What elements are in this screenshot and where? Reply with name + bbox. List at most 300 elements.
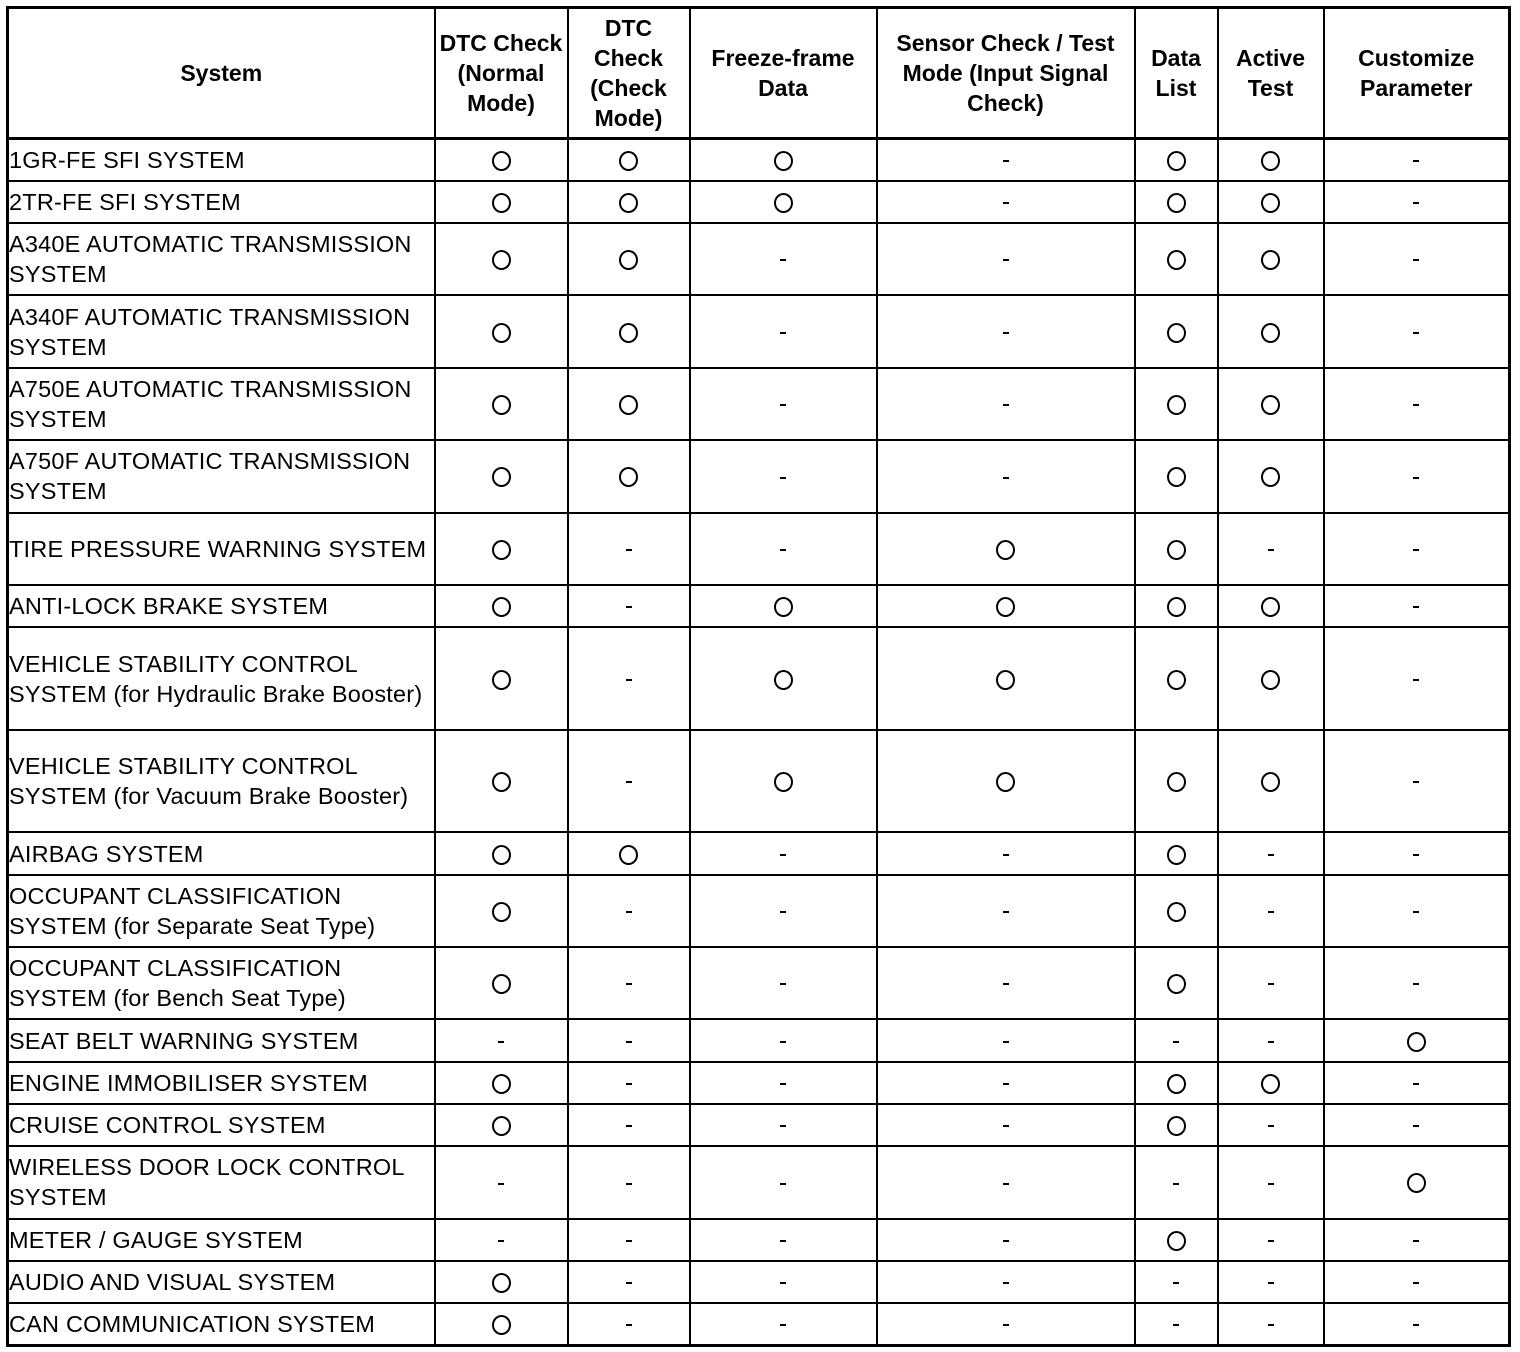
function-cell [435, 368, 568, 440]
function-cell [1324, 730, 1510, 833]
function-cell [435, 1261, 568, 1303]
function-cell [568, 585, 690, 627]
supported-circle-icon [492, 1273, 511, 1293]
not-supported-dash-icon [1268, 983, 1274, 985]
table-row [8, 1146, 1510, 1218]
system-name: WIRELESS DOOR LOCK CONTROL SYSTEM [8, 1146, 435, 1218]
supported-circle-icon [1261, 395, 1280, 415]
function-cell [690, 875, 877, 947]
not-supported-dash-icon [1413, 202, 1419, 204]
not-supported-dash-icon [1413, 1324, 1419, 1326]
not-supported-dash-icon [1413, 1083, 1419, 1085]
not-supported-dash-icon [1413, 911, 1419, 913]
function-cell [1218, 368, 1324, 440]
function-cell [568, 513, 690, 585]
function-cell [690, 1303, 877, 1345]
system-name: CAN COMMUNICATION SYSTEM [8, 1303, 435, 1345]
supported-circle-icon [619, 250, 638, 270]
supported-circle-icon [492, 772, 511, 792]
supported-circle-icon [492, 193, 511, 213]
supported-circle-icon [996, 597, 1015, 617]
not-supported-dash-icon [1003, 477, 1009, 479]
function-cell [690, 730, 877, 833]
supported-circle-icon [1167, 845, 1186, 865]
function-cell [1218, 181, 1324, 223]
not-supported-dash-icon [1003, 983, 1009, 985]
not-supported-dash-icon [780, 1125, 786, 1127]
not-supported-dash-icon [1268, 1240, 1274, 1242]
not-supported-dash-icon [1003, 259, 1009, 261]
supported-circle-icon [1167, 540, 1186, 560]
not-supported-dash-icon [1268, 1282, 1274, 1284]
function-cell [568, 181, 690, 223]
supported-circle-icon [1167, 772, 1186, 792]
header-active-test: Active Test [1218, 8, 1324, 139]
system-name: AUDIO AND VISUAL SYSTEM [8, 1261, 435, 1303]
supported-circle-icon [774, 151, 793, 171]
system-name: ANTI-LOCK BRAKE SYSTEM [8, 585, 435, 627]
not-supported-dash-icon [1003, 1125, 1009, 1127]
function-cell [1218, 1261, 1324, 1303]
function-cell [568, 627, 690, 730]
table-row [8, 730, 1510, 833]
not-supported-dash-icon [1268, 1125, 1274, 1127]
supported-circle-icon [996, 772, 1015, 792]
function-cell [690, 1146, 877, 1218]
header-customize-parameter: Customize Parameter [1324, 8, 1510, 139]
function-cell [568, 295, 690, 367]
not-supported-dash-icon [1268, 1041, 1274, 1043]
function-cell [1135, 1261, 1218, 1303]
function-cell [1218, 223, 1324, 295]
function-cell [1135, 1019, 1218, 1061]
function-cell [1324, 1062, 1510, 1104]
not-supported-dash-icon [780, 1083, 786, 1085]
system-name: AIRBAG SYSTEM [8, 832, 435, 874]
supported-circle-icon [1261, 250, 1280, 270]
system-name: A340E AUTOMATIC TRANSMISSION SYSTEM [8, 223, 435, 295]
not-supported-dash-icon [780, 1240, 786, 1242]
not-supported-dash-icon [1003, 404, 1009, 406]
function-cell [435, 730, 568, 833]
function-cell [1324, 1146, 1510, 1218]
supported-circle-icon [774, 772, 793, 792]
function-cell [568, 1104, 690, 1146]
not-supported-dash-icon [1003, 332, 1009, 334]
function-cell [1324, 440, 1510, 512]
not-supported-dash-icon [626, 1282, 632, 1284]
function-cell [1218, 440, 1324, 512]
supported-circle-icon [1167, 1231, 1186, 1251]
not-supported-dash-icon [626, 1125, 632, 1127]
not-supported-dash-icon [780, 1324, 786, 1326]
table-row [8, 1303, 1510, 1345]
function-cell [877, 223, 1135, 295]
supported-circle-icon [492, 974, 511, 994]
function-cell [690, 513, 877, 585]
function-cell [435, 139, 568, 181]
function-cell [1324, 832, 1510, 874]
function-cell [690, 585, 877, 627]
function-cell [877, 181, 1135, 223]
function-cell [1218, 627, 1324, 730]
function-cell [435, 181, 568, 223]
function-cell [877, 368, 1135, 440]
system-name: SEAT BELT WARNING SYSTEM [8, 1019, 435, 1061]
function-cell [877, 1104, 1135, 1146]
table-row [8, 875, 1510, 947]
header-dtc-check-check: DTC Check (Check Mode) [568, 8, 690, 139]
header-freeze-frame-data: Freeze-frame Data [690, 8, 877, 139]
not-supported-dash-icon [1003, 160, 1009, 162]
supported-circle-icon [619, 395, 638, 415]
not-supported-dash-icon [498, 1183, 504, 1185]
function-cell [690, 947, 877, 1019]
not-supported-dash-icon [1413, 606, 1419, 608]
not-supported-dash-icon [1268, 854, 1274, 856]
not-supported-dash-icon [1413, 1282, 1419, 1284]
not-supported-dash-icon [1413, 781, 1419, 783]
supported-circle-icon [492, 902, 511, 922]
table-row [8, 947, 1510, 1019]
not-supported-dash-icon [1413, 332, 1419, 334]
function-cell [1135, 181, 1218, 223]
not-supported-dash-icon [1268, 549, 1274, 551]
not-supported-dash-icon [780, 911, 786, 913]
supported-circle-icon [492, 395, 511, 415]
function-cell [568, 947, 690, 1019]
not-supported-dash-icon [626, 1240, 632, 1242]
function-cell [568, 832, 690, 874]
table-body [8, 139, 1510, 1346]
function-cell [690, 440, 877, 512]
supported-circle-icon [1261, 597, 1280, 617]
function-cell [568, 440, 690, 512]
table-row [8, 627, 1510, 730]
supported-circle-icon [1167, 193, 1186, 213]
function-cell [877, 295, 1135, 367]
function-cell [435, 440, 568, 512]
function-cell [435, 1104, 568, 1146]
function-cell [1218, 947, 1324, 1019]
function-cell [1135, 1219, 1218, 1261]
function-cell [1135, 513, 1218, 585]
function-cell [568, 730, 690, 833]
function-cell [690, 139, 877, 181]
function-cell [1324, 627, 1510, 730]
header-row [8, 8, 1510, 139]
table-row [8, 368, 1510, 440]
system-name: VEHICLE STABILITY CONTROL SYSTEM (for Vacuum Brake Booster) [8, 730, 435, 833]
function-cell [1135, 947, 1218, 1019]
supported-circle-icon [1407, 1173, 1426, 1193]
not-supported-dash-icon [1413, 1125, 1419, 1127]
table-row [8, 513, 1510, 585]
not-supported-dash-icon [1003, 1041, 1009, 1043]
system-function-table [6, 6, 1511, 1347]
function-cell [1135, 1062, 1218, 1104]
system-name: OCCUPANT CLASSIFICATION SYSTEM (for Separate Seat Type) [8, 875, 435, 947]
supported-circle-icon [1167, 902, 1186, 922]
function-cell [1218, 1303, 1324, 1345]
function-cell [1218, 1019, 1324, 1061]
function-cell [568, 875, 690, 947]
not-supported-dash-icon [626, 679, 632, 681]
not-supported-dash-icon [1413, 160, 1419, 162]
function-cell [877, 730, 1135, 833]
system-name: TIRE PRESSURE WARNING SYSTEM [8, 513, 435, 585]
supported-circle-icon [492, 467, 511, 487]
supported-circle-icon [1167, 467, 1186, 487]
not-supported-dash-icon [498, 1041, 504, 1043]
function-cell [1324, 139, 1510, 181]
function-cell [1135, 730, 1218, 833]
system-name: A340F AUTOMATIC TRANSMISSION SYSTEM [8, 295, 435, 367]
not-supported-dash-icon [1413, 404, 1419, 406]
function-cell [877, 875, 1135, 947]
supported-circle-icon [1261, 670, 1280, 690]
function-cell [1218, 730, 1324, 833]
function-cell [877, 513, 1135, 585]
function-cell [435, 875, 568, 947]
function-cell [1218, 1219, 1324, 1261]
not-supported-dash-icon [780, 477, 786, 479]
table-row [8, 181, 1510, 223]
not-supported-dash-icon [1413, 679, 1419, 681]
function-cell [1135, 139, 1218, 181]
not-supported-dash-icon [1173, 1282, 1179, 1284]
supported-circle-icon [492, 597, 511, 617]
function-cell [1135, 1104, 1218, 1146]
supported-circle-icon [1261, 151, 1280, 171]
function-cell [877, 440, 1135, 512]
not-supported-dash-icon [1173, 1183, 1179, 1185]
supported-circle-icon [619, 151, 638, 171]
not-supported-dash-icon [626, 911, 632, 913]
function-cell [1324, 1219, 1510, 1261]
not-supported-dash-icon [498, 1240, 504, 1242]
table-row [8, 585, 1510, 627]
not-supported-dash-icon [1413, 549, 1419, 551]
function-cell [1324, 1303, 1510, 1345]
function-cell [877, 1219, 1135, 1261]
function-cell [690, 832, 877, 874]
supported-circle-icon [996, 670, 1015, 690]
not-supported-dash-icon [780, 404, 786, 406]
supported-circle-icon [774, 597, 793, 617]
function-cell [1324, 368, 1510, 440]
function-cell [1324, 1019, 1510, 1061]
function-cell [877, 947, 1135, 1019]
supported-circle-icon [492, 845, 511, 865]
not-supported-dash-icon [1173, 1041, 1179, 1043]
function-cell [877, 1303, 1135, 1345]
function-cell [435, 1146, 568, 1218]
supported-circle-icon [1167, 395, 1186, 415]
function-cell [690, 223, 877, 295]
function-cell [435, 947, 568, 1019]
function-cell [435, 1062, 568, 1104]
function-cell [568, 368, 690, 440]
function-cell [1135, 875, 1218, 947]
header-dtc-check-normal: DTC Check (Normal Mode) [435, 8, 568, 139]
supported-circle-icon [996, 540, 1015, 560]
supported-circle-icon [774, 670, 793, 690]
function-cell [1218, 875, 1324, 947]
table-row [8, 1104, 1510, 1146]
supported-circle-icon [492, 250, 511, 270]
not-supported-dash-icon [1003, 1324, 1009, 1326]
table-row [8, 139, 1510, 181]
supported-circle-icon [492, 670, 511, 690]
function-cell [690, 1019, 877, 1061]
not-supported-dash-icon [1003, 1282, 1009, 1284]
supported-circle-icon [619, 845, 638, 865]
table-row [8, 1062, 1510, 1104]
system-name: VEHICLE STABILITY CONTROL SYSTEM (for Hydraulic Brake Booster) [8, 627, 435, 730]
function-cell [1324, 295, 1510, 367]
table-row [8, 832, 1510, 874]
not-supported-dash-icon [1268, 1324, 1274, 1326]
function-cell [1135, 832, 1218, 874]
supported-circle-icon [492, 151, 511, 171]
supported-circle-icon [1167, 597, 1186, 617]
not-supported-dash-icon [626, 1324, 632, 1326]
not-supported-dash-icon [1003, 911, 1009, 913]
function-cell [1135, 295, 1218, 367]
function-cell [877, 627, 1135, 730]
function-cell [1324, 1104, 1510, 1146]
not-supported-dash-icon [1003, 854, 1009, 856]
not-supported-dash-icon [780, 1041, 786, 1043]
supported-circle-icon [774, 193, 793, 213]
supported-circle-icon [1167, 974, 1186, 994]
not-supported-dash-icon [1413, 259, 1419, 261]
not-supported-dash-icon [1413, 854, 1419, 856]
function-cell [877, 139, 1135, 181]
supported-circle-icon [1167, 1116, 1186, 1136]
not-supported-dash-icon [780, 854, 786, 856]
not-supported-dash-icon [1268, 911, 1274, 913]
supported-circle-icon [492, 540, 511, 560]
system-name: 2TR-FE SFI SYSTEM [8, 181, 435, 223]
function-cell [435, 627, 568, 730]
function-cell [1218, 139, 1324, 181]
function-cell [568, 1146, 690, 1218]
function-cell [1135, 440, 1218, 512]
function-cell [1135, 627, 1218, 730]
not-supported-dash-icon [780, 549, 786, 551]
function-cell [568, 223, 690, 295]
function-cell [435, 585, 568, 627]
function-cell [435, 832, 568, 874]
function-cell [435, 295, 568, 367]
not-supported-dash-icon [780, 983, 786, 985]
function-cell [1324, 947, 1510, 1019]
not-supported-dash-icon [1413, 477, 1419, 479]
system-name: ENGINE IMMOBILISER SYSTEM [8, 1062, 435, 1104]
function-cell [568, 139, 690, 181]
not-supported-dash-icon [1003, 202, 1009, 204]
not-supported-dash-icon [626, 983, 632, 985]
function-cell [435, 1219, 568, 1261]
supported-circle-icon [1261, 772, 1280, 792]
not-supported-dash-icon [1413, 1240, 1419, 1242]
function-cell [690, 627, 877, 730]
function-cell [1324, 585, 1510, 627]
system-name: CRUISE CONTROL SYSTEM [8, 1104, 435, 1146]
table-row [8, 1261, 1510, 1303]
function-cell [690, 1104, 877, 1146]
function-cell [690, 1261, 877, 1303]
supported-circle-icon [1261, 1074, 1280, 1094]
not-supported-dash-icon [1003, 1240, 1009, 1242]
function-cell [690, 1219, 877, 1261]
supported-circle-icon [1261, 323, 1280, 343]
supported-circle-icon [1261, 193, 1280, 213]
not-supported-dash-icon [626, 606, 632, 608]
table-row [8, 1219, 1510, 1261]
supported-circle-icon [1167, 151, 1186, 171]
function-cell [1324, 1261, 1510, 1303]
supported-circle-icon [1167, 1074, 1186, 1094]
table-row [8, 223, 1510, 295]
supported-circle-icon [492, 1315, 511, 1335]
function-cell [1135, 1146, 1218, 1218]
function-cell [1218, 513, 1324, 585]
function-cell [1218, 295, 1324, 367]
function-cell [1218, 1146, 1324, 1218]
supported-circle-icon [1407, 1032, 1426, 1052]
supported-circle-icon [1167, 250, 1186, 270]
supported-circle-icon [619, 193, 638, 213]
not-supported-dash-icon [1268, 1183, 1274, 1185]
function-cell [690, 181, 877, 223]
table-row [8, 440, 1510, 512]
not-supported-dash-icon [780, 332, 786, 334]
system-name: METER / GAUGE SYSTEM [8, 1219, 435, 1261]
function-cell [435, 513, 568, 585]
system-name: A750F AUTOMATIC TRANSMISSION SYSTEM [8, 440, 435, 512]
not-supported-dash-icon [626, 1083, 632, 1085]
system-name: A750E AUTOMATIC TRANSMISSION SYSTEM [8, 368, 435, 440]
function-cell [568, 1219, 690, 1261]
not-supported-dash-icon [626, 1183, 632, 1185]
not-supported-dash-icon [780, 1183, 786, 1185]
not-supported-dash-icon [780, 259, 786, 261]
function-cell [1218, 1104, 1324, 1146]
function-cell [1135, 368, 1218, 440]
supported-circle-icon [1261, 467, 1280, 487]
supported-circle-icon [619, 467, 638, 487]
header-data-list: Data List [1135, 8, 1218, 139]
function-cell [877, 1019, 1135, 1061]
not-supported-dash-icon [1003, 1183, 1009, 1185]
function-cell [1218, 585, 1324, 627]
function-cell [568, 1303, 690, 1345]
function-cell [1324, 875, 1510, 947]
supported-circle-icon [492, 323, 511, 343]
function-cell [1324, 181, 1510, 223]
function-cell [568, 1062, 690, 1104]
table-row [8, 295, 1510, 367]
table-row [8, 1019, 1510, 1061]
function-cell [1135, 585, 1218, 627]
function-cell [1135, 1303, 1218, 1345]
function-cell [690, 368, 877, 440]
not-supported-dash-icon [1173, 1324, 1179, 1326]
function-cell [877, 585, 1135, 627]
